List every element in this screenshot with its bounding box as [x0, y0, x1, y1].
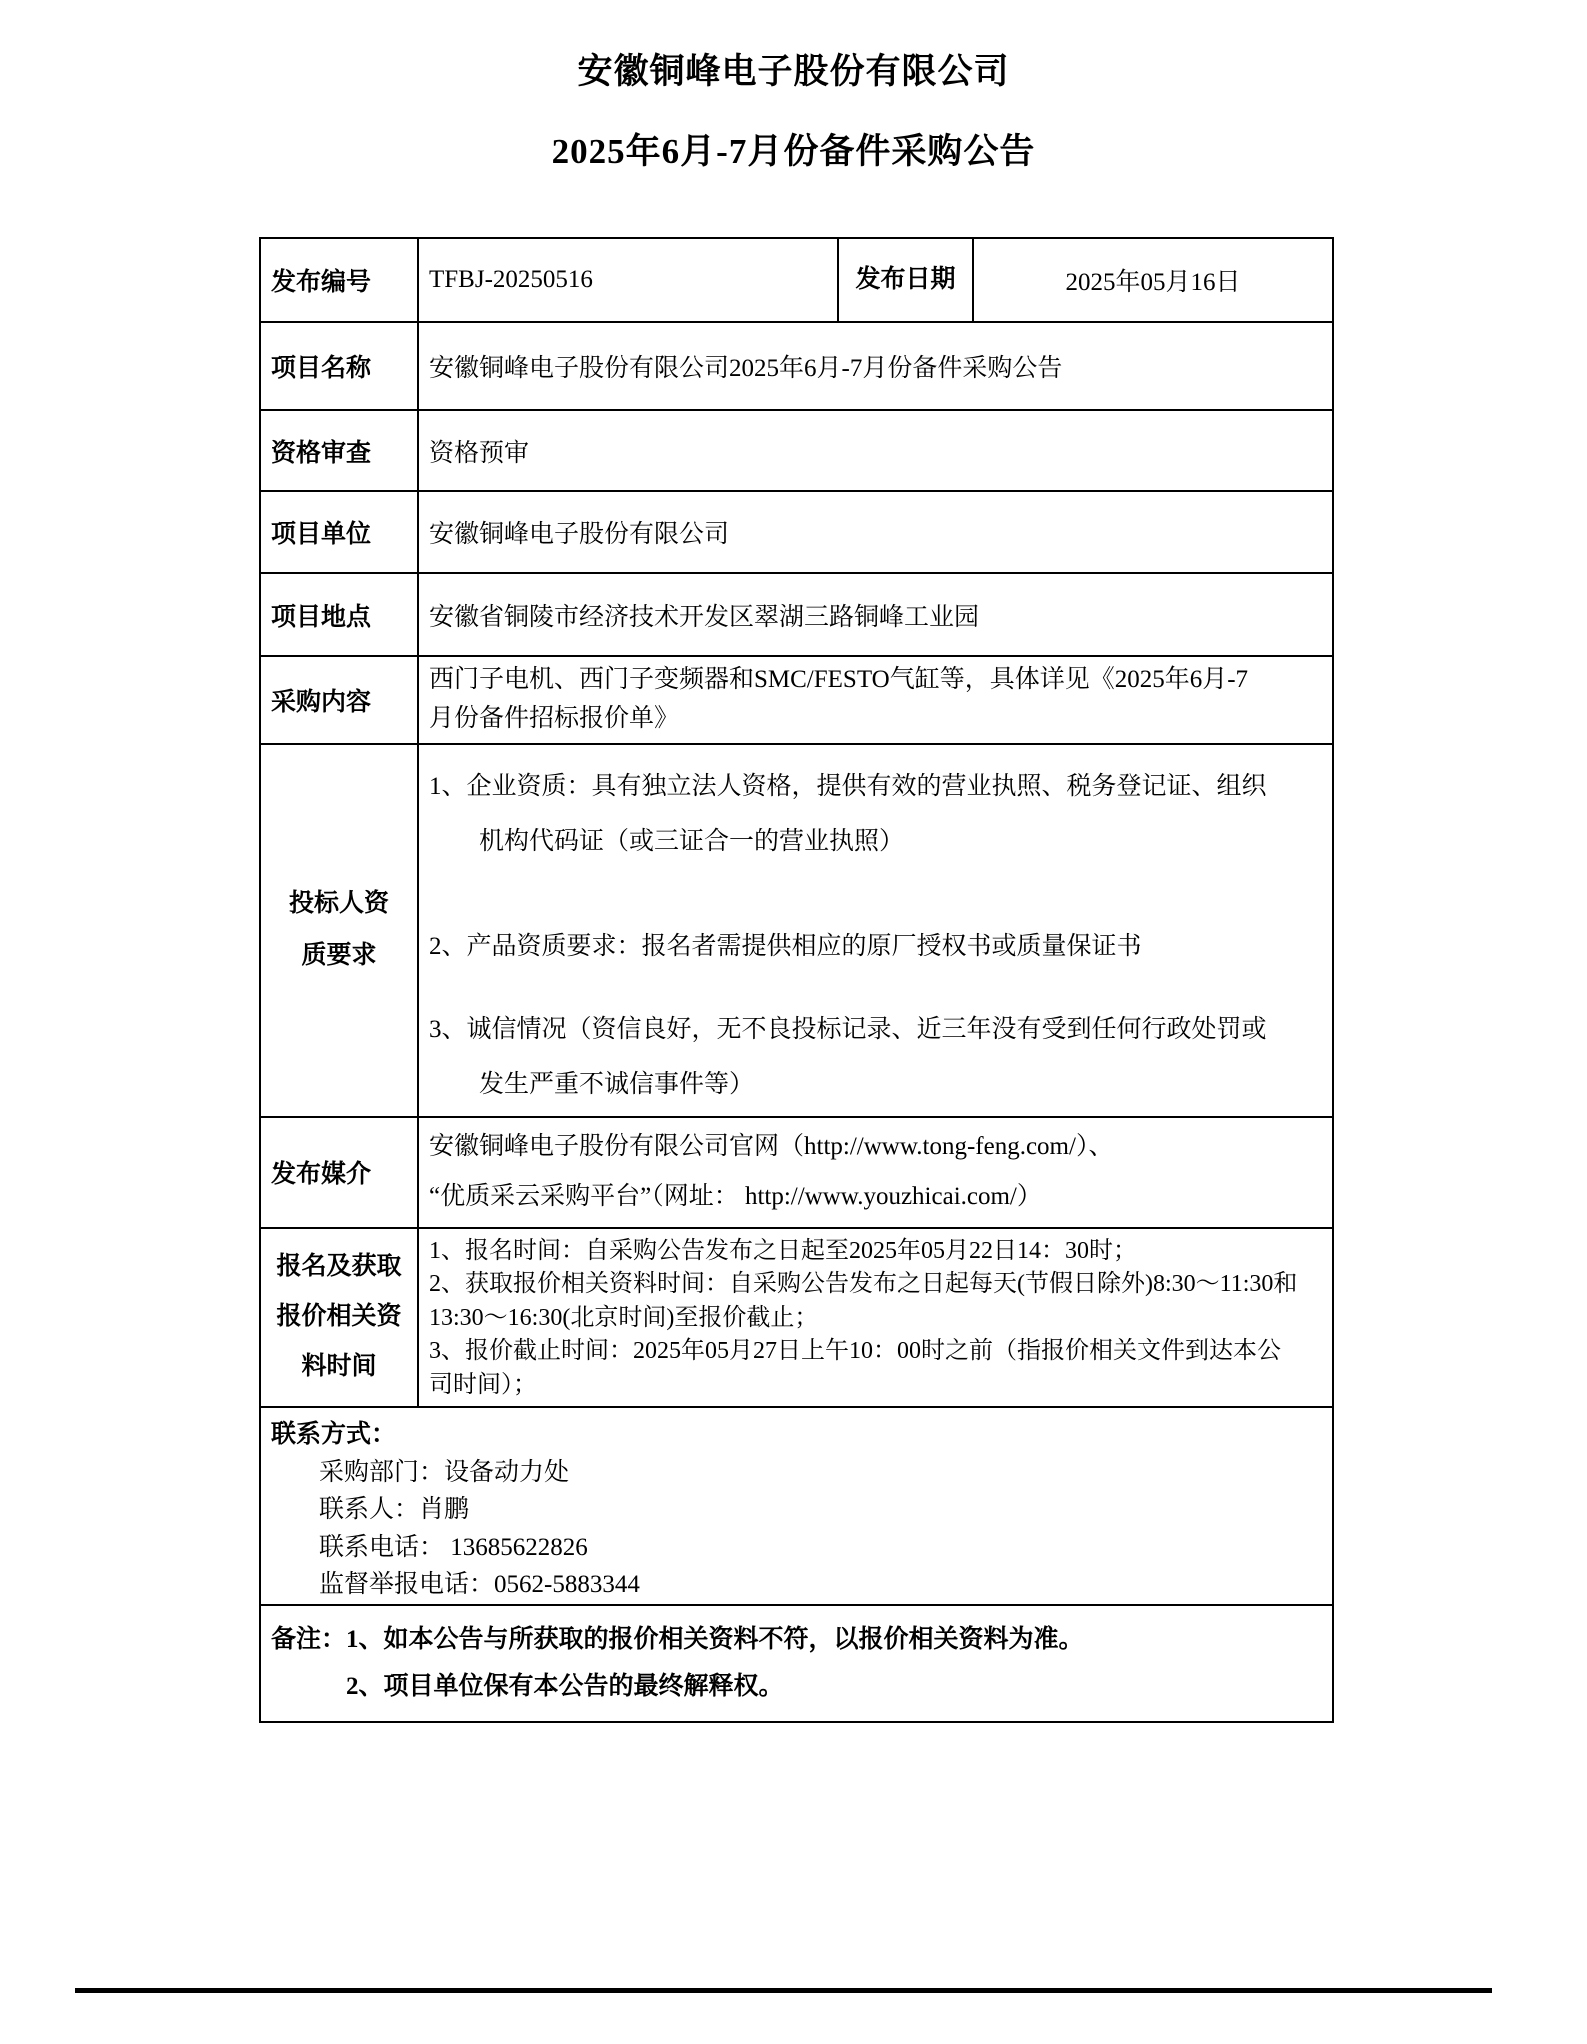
qualification-item-1: 1、企业资质：具有独立法人资格，提供有效的营业执照、税务登记证、组织机构代码证（或三证合一的营业执照） — [429, 772, 1267, 855]
publish-date-value: 2025年05月16日 — [973, 238, 1333, 322]
announcement-table — [259, 237, 1334, 1723]
qualification-item-3: 3、诚信情况（资信良好，无不良投标记录、近三年没有受到任何行政处罚或发生严重不诚信事件等） — [429, 1015, 1267, 1098]
page-title-company: 安徽铜峰电子股份有限公司 — [577, 52, 1010, 91]
table-row-procurement-content — [260, 656, 1333, 744]
procurement-content-value — [418, 656, 1333, 744]
schedule-item-3: 3、报价截止时间：2025年05月27日上午10：00时之前（指报价相关文件到达本公司时间）； — [429, 1338, 1281, 1398]
schedule-item-1: 1、报名时间：自采购公告发布之日起至2025年05月22日14：30时； — [429, 1237, 1137, 1264]
contact-supervision-phone: 监督举报电话：0562-5883344 — [319, 1571, 640, 1599]
contact-department: 采购部门：设备动力处 — [319, 1458, 570, 1486]
contact-cell — [260, 1407, 1333, 1605]
project-name-value: 安徽铜峰电子股份有限公司2025年6月-7月份备件采购公告 — [418, 322, 1333, 410]
bidder-qualification-label-line1: 投标人资 — [288, 889, 389, 917]
contact-phone: 联系电话： 13685622826 — [319, 1533, 588, 1561]
project-unit-label: 项目单位 — [260, 491, 418, 573]
publish-no-label: 发布编号 — [260, 238, 418, 322]
table-row-contact — [260, 1407, 1333, 1605]
bidder-qualification-value — [418, 744, 1333, 1117]
contact-heading: 联系方式： — [271, 1421, 397, 1449]
project-name-label: 项目名称 — [260, 322, 418, 410]
qualification-item-2: 2、产品资质要求：报名者需提供相应的原厂授权书或质量保证书 — [429, 932, 1142, 960]
remarks-item-1: 1、如本公告与所获取的报价相关资料不符，以报价相关资料为准。 — [346, 1625, 1084, 1653]
remarks-prefix: 备注： — [271, 1625, 347, 1653]
schedule-value — [418, 1228, 1333, 1408]
table-row-project-unit — [260, 491, 1333, 573]
qualification-review-label: 资格审查 — [260, 410, 418, 491]
contact-person: 联系人：肖鹏 — [319, 1496, 470, 1524]
table-row-qualification-review — [260, 410, 1333, 491]
page-title-announcement: 2025年6月-7月份备件采购公告 — [551, 132, 1036, 171]
bidder-qualification-label — [260, 744, 418, 1117]
schedule-label-line3: 料时间 — [301, 1353, 377, 1381]
publish-media-value — [418, 1117, 1333, 1228]
publish-media-line2: “优质采云采购平台”（网址： http://www.youzhicai.com/） — [429, 1183, 1042, 1210]
procurement-content-label: 采购内容 — [260, 656, 418, 744]
project-location-label: 项目地点 — [260, 573, 418, 656]
project-location-value: 安徽省铜陵市经济技术开发区翠湖三路铜峰工业园 — [418, 573, 1333, 656]
remarks-line1 — [271, 1616, 1324, 1664]
project-unit-value: 安徽铜峰电子股份有限公司 — [418, 491, 1333, 573]
table-row-publish-media — [260, 1117, 1333, 1228]
publish-media-label: 发布媒介 — [260, 1117, 418, 1228]
footer-rule — [75, 1988, 1492, 1993]
publish-no-value: TFBJ-20250516 — [418, 238, 838, 322]
bidder-qualification-label-line2: 质要求 — [301, 942, 377, 969]
publish-date-label: 发布日期 — [838, 238, 973, 322]
qualification-review-value: 资格预审 — [418, 410, 1333, 491]
remarks-item-2: 2、项目单位保有本公告的最终解释权。 — [346, 1673, 784, 1701]
schedule-label — [260, 1228, 418, 1408]
table-row-remarks — [260, 1605, 1333, 1722]
table-row-publish — [260, 238, 1333, 322]
publish-media-line1: 安徽铜峰电子股份有限公司官网（http://www.tong-feng.com/）、 — [429, 1133, 1114, 1160]
schedule-label-line1: 报名及获取 — [276, 1253, 402, 1281]
procurement-content-text: 西门子电机、西门子变频器和SMC/FESTO气缸等，具体详见《2025年6月-7月份备件招标报价单》 — [429, 666, 1249, 732]
table-row-project-location — [260, 573, 1333, 656]
table-row-project-name — [260, 322, 1333, 410]
remarks-cell — [260, 1605, 1333, 1722]
schedule-item-2: 2、获取报价相关资料时间：自采购公告发布之日起每天(节假日除外)8:30～11:30和13:30～16:30(北京时间)至报价截止； — [429, 1271, 1298, 1331]
schedule-label-line2: 报价相关资 — [276, 1303, 402, 1331]
table-row-schedule — [260, 1228, 1333, 1408]
table-row-bidder-qualification — [260, 744, 1333, 1117]
